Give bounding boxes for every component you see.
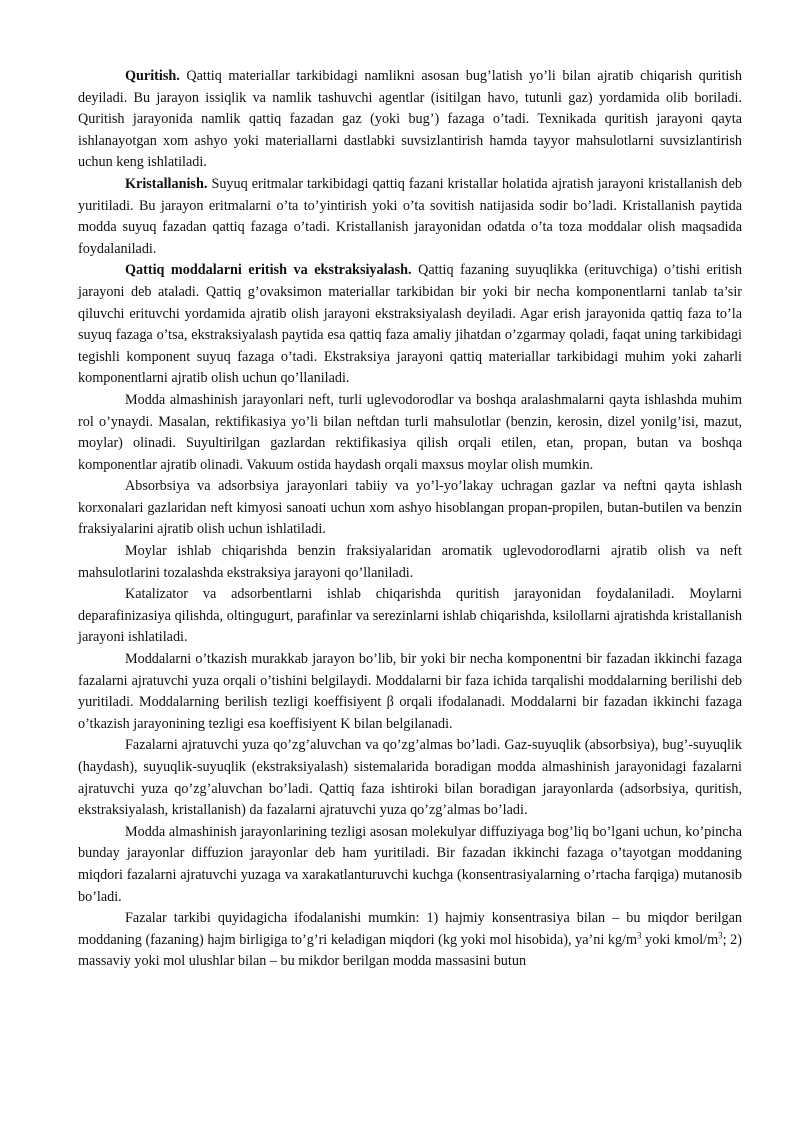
paragraph-fazalar-tarkibi [78, 908, 742, 973]
paragraph-text: Suyuq eritmalar tarkibidagi qattiq fazani kristallar holatida ajratish jarayoni kristallanish deb yuritiladi. Bu jarayon eritmalarni o’ta to’yintirish yoki o’ta sovitish natijasida sodir bo’ladi. Kristallanish paytida modda suyuq fazadan qattiq fazaga o’tadi. Kristallanish jarayonidan odatda o’ta toza moddalar olish maqsadida foydalaniladi. [78, 175, 742, 257]
paragraph-quritish [78, 66, 742, 174]
paragraph-text: Katalizator va adsorbentlarni ishlab chiqarishda quritish jarayonidan foydalaniladi. Moylarni deparafinizasiya qilishda, oltingugurt, parafinlar va serezinlarni ishlab chiqarishda, ksilollarni ajratishda kristallanish jarayoni ishlatiladi. [78, 586, 742, 646]
paragraph-moddalarni-otkazish [78, 649, 742, 735]
paragraph-fazalarni-ajratuvchi-yuza [78, 735, 742, 821]
document-page [78, 66, 742, 973]
paragraph-diffuzion-jarayonlar [78, 822, 742, 908]
paragraph-text: Fazalar tarkibi quyidagicha ifodalanishi mumkin: 1) hajmiy konsentrasiya bilan – bu miqdor berilgan moddaning (fazaning) hajm birligiga to’g’ri keladigan miqdori (kg yoki mol hisobida), ya’ni kg/m [78, 910, 742, 948]
paragraph-absorbsiya [78, 476, 742, 541]
paragraph-text: Fazalarni ajratuvchi yuza qo’zg’aluvchan va qo’zg’almas bo’ladi. Gaz-suyuqlik (absorbsiya), bug’-suyuqlik (haydash), suyuqlik-suyuqlik (ekstraksiyalash) sistemalarida boradigan modda almashinish jarayonidagi fazalarni ajratuvchi yuza qo’zg’aluvchan bo’ladi. Qattiq faza ishtiroki bilan boradigan jarayonlarda (adsorbsiya, quritish, ekstraksiyalash, kristallanish) da fazalarni ajratuvchi yuza qo’zg’almas bo’ladi. [78, 737, 742, 819]
superscript-exponent: 3 [637, 930, 642, 941]
paragraph-heading: Qattiq moddalarni eritish va ekstraksiyalash. [125, 262, 412, 279]
paragraph-text: yoki kmol/m [641, 931, 719, 948]
paragraph-heading: Quritish. [125, 68, 180, 84]
paragraph-text: Qattiq materiallar tarkibidagi namlikni asosan bug’latish yo’li bilan ajratib chiqarish quritish deyiladi. Bu jarayon issiqlik va namlik tashuvchi agentlar (isitilgan havo, tutunli gaz) yordamida olib boriladi. Quritish jarayonida namlik qattiq fazadan gaz (yoki bug’) fazaga o’tadi. Texnikada quritish jarayoni qayta ishlanayotgan xom ashyo yoki materiallarni dastlabki suvsizlantirish hamda tayyor mahsulotlarni suvsizlantirish uchun keng ishlatiladi. [78, 68, 742, 171]
paragraph-eritish-ekstraksiyalash [78, 260, 742, 390]
paragraph-text: Modda almashinish jarayonlari neft, turli uglevodorodlar va boshqa aralashmalarni qayta ishlashda muhim rol o’ynaydi. Masalan, rektifikasiya yo’li bilan neftdan turli mahsulotlar (benzin, kerosin, dizel yonilg’isi, mazut, moylar) olinadi. Suyultirilgan gazlardan rektifikasiya qilish orqali etilen, etan, propan, butan va boshqa komponentlar ajratib olinadi. Vakuum ostida haydash orqali maxsus moylar olish mumkin. [78, 391, 742, 473]
paragraph-kristallanish [78, 174, 742, 260]
paragraph-text: ; 2) massaviy yoki mol ulushlar bilan – bu mikdor berilgan modda massasini butun [78, 931, 742, 970]
paragraph-text: Moddalarni o’tkazish murakkab jarayon bo’lib, bir yoki bir necha komponentni bir fazadan ikkinchi fazaga fazalarni ajratuvchi yuza orqali o’tishini belgilaydi. Moddalarni bir faza ichida tarqalishi moddalarning berilishi deb yuritiladi. Moddalarning berilish tezligi koeffisiyent β orqali ifodalanadi. Moddalarni bir fazadan ikkinchi fazaga o’tkazish jarayonining tezligi esa koeffisiyent K bilan belgilanadi. [78, 651, 742, 732]
superscript-exponent: 3 [718, 930, 723, 941]
paragraph-modda-almashinish [78, 390, 742, 476]
paragraph-katalizator [78, 584, 742, 649]
paragraph-text: Absorbsiya va adsorbsiya jarayonlari tabiiy va yo’l-yo’lakay uchragan gazlar va neftni qayta ishlash korxonalari gazlaridan neft kimyosi sanoati uchun xom ashyo hisoblangan propan-propilen, butan-butilen va benzin fraksiyalarini ajratib olish uchun ishlatiladi. [78, 478, 742, 538]
paragraph-heading: Kristallanish. [125, 175, 208, 192]
paragraph-moylar [78, 541, 742, 584]
paragraph-text: Moylar ishlab chiqarishda benzin fraksiyalaridan aromatik uglevodorodlarni ajratib olish va neft mahsulotlarini tozalashda ekstraksiya jarayoni qo’llaniladi. [78, 543, 742, 581]
paragraph-text: Modda almashinish jarayonlarining tezligi asosan molekulyar diffuziyaga bog’liq bo’lgani uchun, ko’pincha bunday jarayonlar diffuzion jarayonlar deb ham yuritiladi. Bir fazadan ikkinchi fazaga o’tayotgan moddaning miqdori fazalarni ajratuvchi yuzaga va xarakatlanturuvchi kuchga (konsentrasiyalarning o’rtacha farqiga) mutanosib bo’ladi. [78, 823, 742, 905]
paragraph-text: Qattiq fazaning suyuqlikka (erituvchiga) o’tishi eritish jarayoni deb ataladi. Qattiq g’ovaksimon materiallar tarkibidan bir yoki bir necha komponentlarni tanlab ta’sir qiluvchi erituvchi yordamida ajratib olish jarayoni ekstraksiyalash deyiladi. Agar erish jarayonida qattiq faza to’la suyuq fazaga o’tsa, ekstraksiyalash paytida esa qattiq faza amaliy jihatdan o’zgarmay qoladi, faqat uning tarkibidagi tegishli komponent suyuq fazaga o’tadi. Ekstraksiya jarayoni qattiq materiallar tarkibidagi muhim yoki zaharli komponentlarni ajratib olish uchun qo’llaniladi. [78, 262, 742, 387]
